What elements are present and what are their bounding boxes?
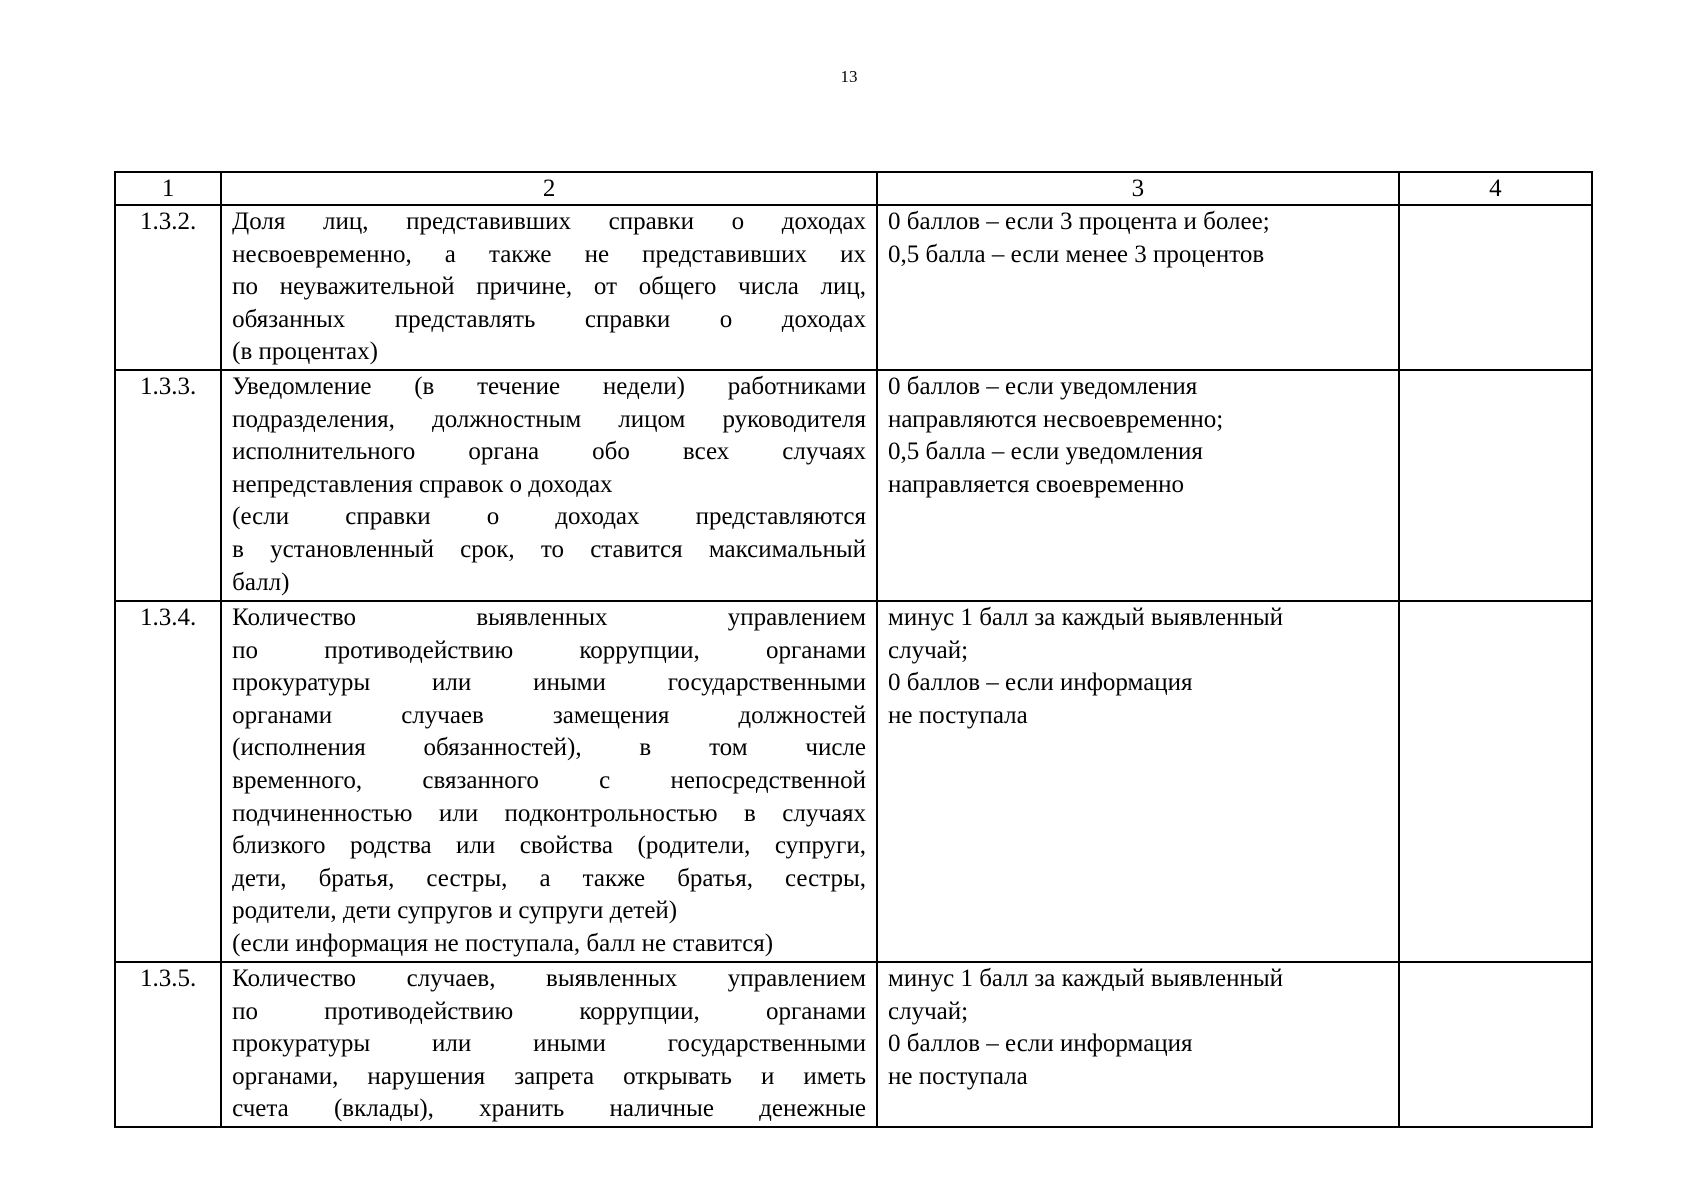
row-number: 1.3.3. [115,370,221,601]
row-number: 1.3.5. [115,962,221,1127]
scoring-rule: 0 баллов – если уведомления направляются несвоевременно; 0,5 балла – если уведомления направляется своевременно [877,370,1399,601]
score-cell [1399,370,1592,601]
scoring-rule: 0 баллов – если 3 процента и более; 0,5 балла – если менее 3 процентов [877,205,1399,370]
criteria-table [114,171,1593,1128]
row-number: 1.3.2. [115,205,221,370]
table-row [115,370,1592,601]
page-number: 13 [840,67,858,86]
scoring-rule: минус 1 балл за каждый выявленный случай; 0 баллов – если информация не поступала [877,601,1399,962]
table-row [115,205,1592,370]
header-cell-3: 3 [877,172,1399,205]
score-cell [1399,601,1592,962]
score-cell [1399,205,1592,370]
table-row [115,962,1592,1127]
criterion-description: Доля лиц, представивших справки о доходах несвоевременно, а также не представивших их по неуважительной причине, от общего числа лиц, обязанных представлять справки о доходах (в процентах) [221,205,877,370]
criterion-description: Количество выявленных управлением по противодействию коррупции, органами прокуратуры или иными государственными органами случаев замещения должностей (исполнения обязанностей), в том числе временного, связанного с непосредственной подчиненностью или подконтрольностью в случаях близкого родства или свойства (родители, супруги, дети, братья, сестры, а также братья, сестры, родители, дети супругов и супруги детей) (если информация не поступала, балл не ставится) [221,601,877,962]
table-row [115,601,1592,962]
row-number: 1.3.4. [115,601,221,962]
header-cell-2: 2 [221,172,877,205]
scoring-rule: минус 1 балл за каждый выявленный случай; 0 баллов – если информация не поступала [877,962,1399,1127]
criterion-description: Уведомление (в течение недели) работниками подразделения, должностным лицом руководителя исполнительного органа обо всех случаях непредставления справок о доходах (если справки о доходах представляются в установленный срок, то ставится максимальный балл) [221,370,877,601]
criterion-description: Количество случаев, выявленных управлением по противодействию коррупции, органами прокуратуры или иными государственными органами, нарушения запрета открывать и иметь счета (вклады), хранить наличные денежные [221,962,877,1127]
table-header-row [115,172,1592,205]
header-cell-1: 1 [115,172,221,205]
header-cell-4: 4 [1399,172,1592,205]
score-cell [1399,962,1592,1127]
